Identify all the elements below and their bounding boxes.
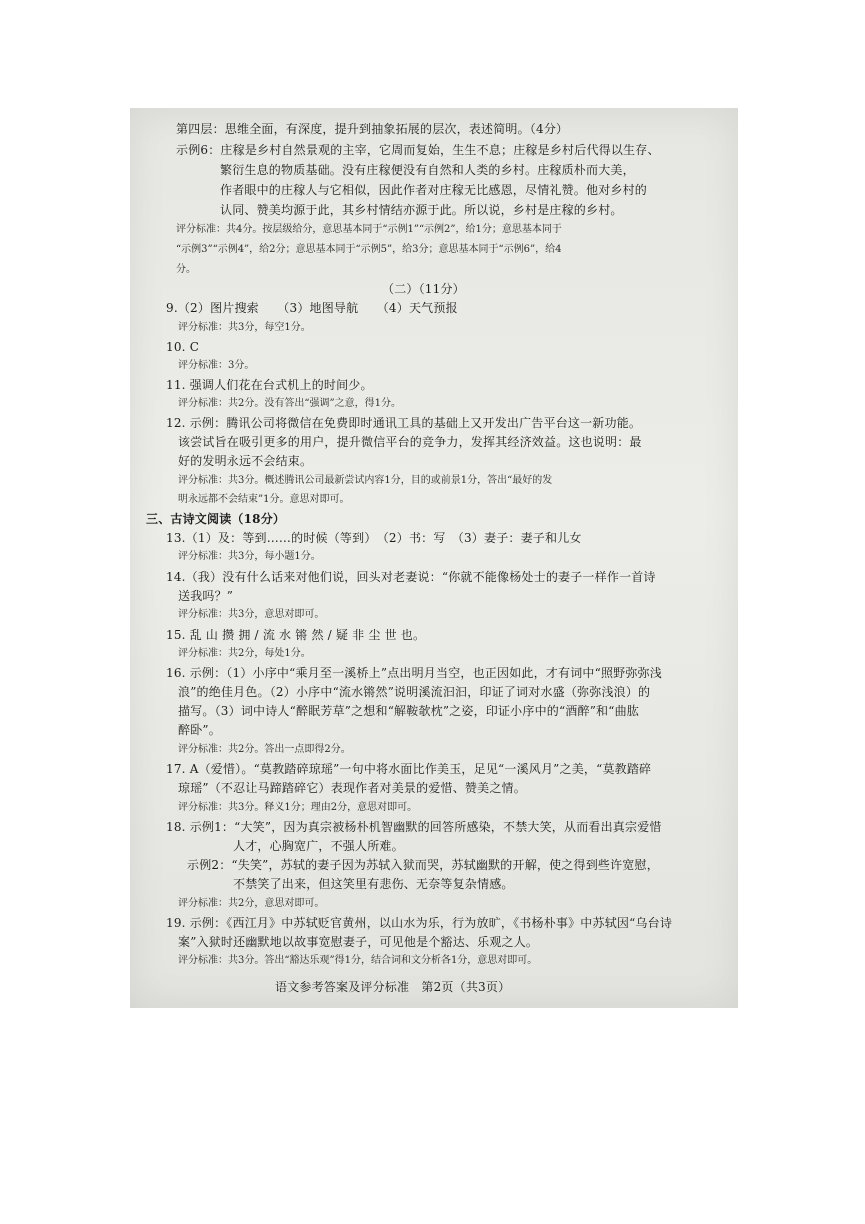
section-3-header: 三、古诗文阅读（18分） <box>146 512 286 526</box>
q14-criteria: 评分标准：共3分，意思对即可。 <box>178 609 325 620</box>
example6-line-2: 繁衍生息的物质基础。没有庄稼便没有自然和人类的乡村。庄稼质朴而大美， <box>220 163 635 177</box>
q18-example1-line-1: 18. 示例1：“大笑”，因为真宗被杨朴机智幽默的回答所感染，不禁大笑，从而看出真宗爱惜 <box>166 820 662 834</box>
page-footer: 语文参考答案及评分标准 第2页（共3页） <box>275 980 511 994</box>
criteria-line-2: “示例3”“示例4”，给2分；意思基本同于“示例5”，给3分；意思基本同于“示例6”，给4 <box>176 244 562 255</box>
q16-line-3: 描写。（3）词中诗人“醉眠芳草”之想和“解鞍欹枕”之姿，印证小序中的“酒醉”和“曲肱 <box>178 704 639 718</box>
q18-example2-line-2: 不禁笑了出来，但这笑里有悲伤、无奈等复杂情感。 <box>233 877 514 891</box>
q12-line-2: 该尝试旨在吸引更多的用户，提升微信平台的竞争力，发挥其经济效益。这也说明：最 <box>178 435 642 449</box>
q15-criteria: 评分标准：共2分，每处1分。 <box>178 648 311 659</box>
q17-line-1: 17. A（爱惜）。“莫教踏碎琼瑶”一句中将水面比作美玉，足见“一溪风月”之美，“莫教踏碎 <box>166 762 652 776</box>
q12-criteria-1: 评分标准：共3分。概述腾讯公司最新尝试内容1分，目的或前景1分，答出“最好的发 <box>178 475 553 486</box>
q17-line-2: 琼瑶”（不忍让马蹄踏碎它）表现作者对美景的爱惜、赞美之情。 <box>178 781 526 795</box>
criteria-line-3: 分。 <box>176 264 196 275</box>
q19-criteria: 评分标准：共3分。答出“豁达乐观”得1分，结合词和文分析各1分，意思对即可。 <box>178 955 538 966</box>
q12-criteria-2: 明永远都不会结束”1分。意思对即可。 <box>178 494 350 505</box>
layer4-text: 第四层：思维全面，有深度，提升到抽象拓展的层次，表述简明。（4分） <box>176 122 569 136</box>
q14-line-1: 14.（我）没有什么话来对他们说，回头对老妻说：“你就不能像杨处士的妻子一样作一首诗 <box>166 570 656 584</box>
q18-example2-line-1: 示例2：“失笑”，苏轼的妻子因为苏轼入狱而哭，苏轼幽默的开解，使之得到些许宽慰， <box>187 858 659 872</box>
example6-line-1: 示例6：庄稼是乡村自然景观的主宰，它周而复始，生生不息；庄稼是乡村后代得以生存、 <box>176 143 660 157</box>
q10-criteria: 评分标准：3分。 <box>178 360 255 371</box>
criteria-line-1: 评分标准：共4分。按层级给分，意思基本同于“示例1”“示例2”，给1分；意思基本同于 <box>176 224 562 235</box>
q9-criteria: 评分标准：共3分，每空1分。 <box>178 322 311 333</box>
q16-line-4: 醉卧”。 <box>178 723 221 737</box>
q13-criteria: 评分标准：共3分，每小题1分。 <box>178 551 321 562</box>
q16-line-2: 浪”的绝佳月色。（2）小序中“流水锵然”说明溪流汩汩，印证了词对水盛（弥弥浅浪）的 <box>178 685 651 699</box>
q13-answer: 13.（1）及：等到……的时候（等到） （2）书：写 （3）妻子：妻子和儿女 <box>166 531 582 545</box>
q14-line-2: 送我吗？” <box>178 589 234 603</box>
q11-answer: 11. 强调人们花在台式机上的时间少。 <box>166 378 373 392</box>
q16-line-1: 16. 示例：（1）小序中“乘月至一溪桥上”点出明月当空，也正因如此，才有词中“照野弥弥浅 <box>166 666 662 680</box>
q15-answer: 15. 乱 山 攒 拥 / 流 水 锵 然 / 疑 非 尘 世 也。 <box>166 628 426 642</box>
q19-line-1: 19. 示例：《西江月》中苏轼贬官黄州，以山水为乐，行为放旷，《书杨朴事》中苏轼因“乌台诗 <box>166 916 673 930</box>
q12-line-3: 好的发明永远不会结束。 <box>178 454 313 468</box>
q11-criteria: 评分标准：共2分。没有答出“强调”之意，得1分。 <box>178 398 401 409</box>
q18-criteria: 评分标准：共2分，意思对即可。 <box>178 898 325 909</box>
q10-answer: 10. C <box>166 340 200 354</box>
example6-line-4: 认同、赞美均源于此，其乡村情结亦源于此。所以说，乡村是庄稼的乡村。 <box>220 203 623 217</box>
q16-criteria: 评分标准：共2分。答出一点即得2分。 <box>178 744 351 755</box>
q9-answer: 9.（2）图片搜索 （3）地图导航 （4）天气预报 <box>166 301 458 315</box>
section-2-header: （二）（11分） <box>382 282 465 296</box>
q17-criteria: 评分标准：共3分。释义1分；理由2分，意思对即可。 <box>178 802 418 813</box>
q18-example1-line-2: 人才，心胸宽广，不强人所难。 <box>233 839 404 853</box>
example6-line-3: 作者眼中的庄稼人与它相似，因此作者对庄稼无比感恩，尽情礼赞。他对乡村的 <box>220 183 648 197</box>
q19-line-2: 案”入狱时还幽默地以故事宽慰妻子，可见他是个豁达、乐观之人。 <box>178 935 539 949</box>
q12-line-1: 12. 示例：腾讯公司将微信在免费即时通讯工具的基础上又开发出广告平台这一新功能。 <box>166 416 642 430</box>
scanned-answer-sheet <box>130 108 738 1008</box>
